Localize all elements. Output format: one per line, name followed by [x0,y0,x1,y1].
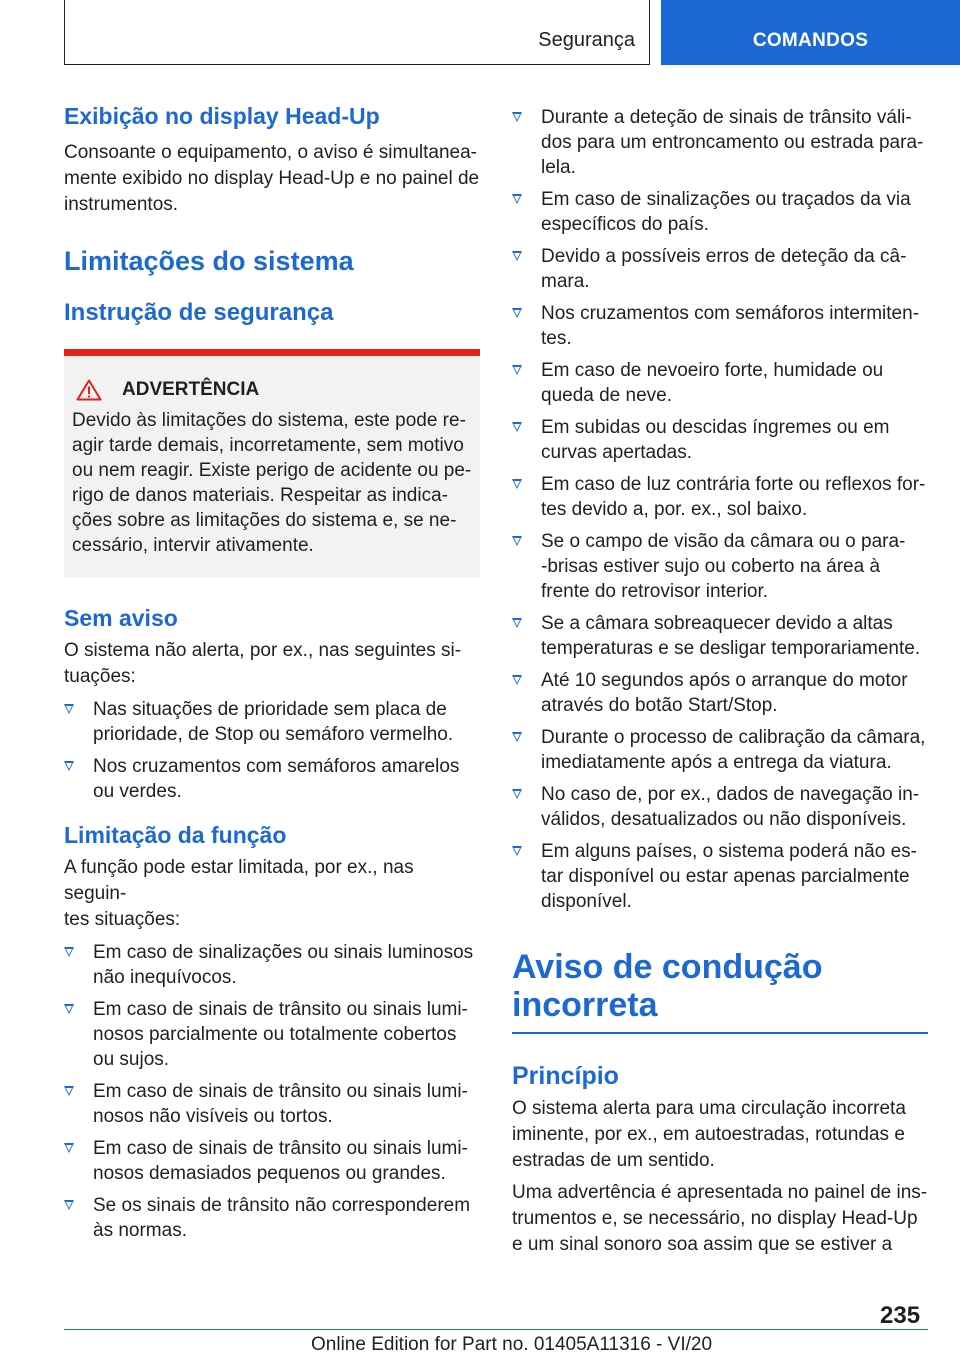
list-item-text: Em subidas ou descidas íngremes ou em curvas apertadas. [541,417,890,463]
list-item-text: Durante a deteção de sinais de trânsito váli- dos para um entroncamento ou estrada para- lela. [541,107,924,178]
triangle-bullet-icon [64,947,74,957]
triangle-bullet-icon [64,1004,74,1014]
triangle-bullet-icon [512,194,522,204]
heading-safety-instruction: Instrução de segurança [64,299,334,326]
triangle-bullet-icon [512,112,522,122]
list-item [64,940,480,990]
list-item-text: Em alguns países, o sistema poderá não es- tar disponível ou estar apenas parcialmente disponível. [541,841,917,912]
paragraph-no-alert: O sistema não alerta, por ex., nas seguintes si- tuações: [64,640,462,687]
list-item [512,725,928,775]
page-number: 235 [880,1302,921,1329]
heading-principle: Princípio [512,1062,619,1090]
triangle-bullet-icon [64,761,74,771]
triangle-bullet-icon [512,846,522,856]
list-item-text: Nos cruzamentos com semáforos amarelos ou verdes. [93,756,460,802]
list-item-text: Até 10 segundos após o arranque do motor através do botão Start/Stop. [541,670,908,716]
warning-box [64,349,480,578]
triangle-bullet-icon [64,1200,74,1210]
warning-title-row [72,378,472,402]
right-column [512,105,928,1258]
triangle-bullet-icon [512,536,522,546]
list-item-text: Em caso de sinais de trânsito ou sinais lumi- nosos demasiados pequenos ou grandes. [93,1138,468,1184]
list-item [64,754,480,804]
list-item [512,358,928,408]
triangle-bullet-icon [64,1086,74,1096]
heading-wrong-way-warning: Aviso de condução incorreta [512,948,823,1024]
list-item [512,839,928,914]
paragraph-headup-display: Consoante o equipamento, o aviso é simultanea- mente exibido no display Head-Up e no painel de instrumentos. [64,142,480,215]
list-item [512,668,928,718]
section-divider [512,1032,928,1034]
list-item [64,1079,480,1129]
header-chapter-tab[interactable] [661,0,960,65]
list-item-text: Em caso de sinalizações ou sinais luminosos não inequívocos. [93,942,474,988]
triangle-bullet-icon [512,365,522,375]
list-item [64,997,480,1072]
triangle-bullet-icon [64,704,74,714]
list-item-text: Em caso de nevoeiro forte, humidade ou queda de neve. [541,360,884,406]
footer-divider [64,1329,928,1330]
list-item-text: Em caso de sinais de trânsito ou sinais lumi- nosos parcialmente ou totalmente cobertos ou sujos. [93,999,468,1070]
list-item [512,187,928,237]
list-item-text: Em caso de sinais de trânsito ou sinais lumi- nosos não visíveis ou tortos. [93,1081,468,1127]
heading-system-limits: Limitações do sistema [64,246,354,276]
list-item-text: Em caso de sinalizações ou traçados da via específicos do país. [541,189,911,235]
list-item [512,244,928,294]
list-item-text: Se os sinais de trânsito não corresponderem às normas. [93,1195,471,1241]
paragraph-principle-2: Uma advertência é apresentada no painel de ins- trumentos e, se necessário, no display Head-Up e um sinal sonoro soa assim que se estiver a [512,1182,928,1255]
list-item-text: Nas situações de prioridade sem placa de prioridade, de Stop ou semáforo vermelho. [93,699,454,745]
list-item [512,611,928,661]
list-item-text: No caso de, por ex., dados de navegação in- válidos, desatualizados ou não disponíveis. [541,784,920,830]
header-section-box [64,0,650,65]
triangle-bullet-icon [512,479,522,489]
warning-text: Devido às limitações do sistema, este pode re- agir tarde demais, incorretamente, sem motivo ou nem reagir. Existe perigo de acidente ou pe- rigo de danos materiais. Respeitar as indica- ções sobre as limitações do sistema e, se ne- cessário, intervir ativamente. [72,410,472,556]
list-item-text: Nos cruzamentos com semáforos intermiten- tes. [541,303,920,349]
list-item-text: Durante o processo de calibração da câmara, imediatamente após a entrega da viatura. [541,727,926,773]
warning-triangle-icon [76,379,102,401]
footer-edition-text: Online Edition for Part no. 01405A11316 - VI/20 [311,1334,713,1355]
triangle-bullet-icon [512,789,522,799]
triangle-bullet-icon [512,251,522,261]
header-section-title: Segurança [538,29,635,51]
paragraph-principle-1: O sistema alerta para uma circulação incorreta iminente, por ex., em autoestradas, rotundas e estradas de um sentido. [512,1098,906,1171]
list-item [64,1136,480,1186]
heading-headup-display: Exibição no display Head-Up [64,103,380,129]
heading-function-limitation: Limitação da função [64,822,287,848]
triangle-bullet-icon [512,732,522,742]
paragraph-function-limitation: A função pode estar limitada, por ex., nas seguin- tes situações: [64,857,414,930]
triangle-bullet-icon [512,308,522,318]
list-item [64,1193,480,1243]
list-item [512,301,928,351]
list-item-text: Em caso de luz contrária forte ou reflexos for- tes devido a, por. ex., sol baixo. [541,474,926,520]
list-item-text: Devido a possíveis erros de deteção da câ- mara. [541,246,907,292]
triangle-bullet-icon [512,422,522,432]
list-item [512,105,928,180]
list-item-text: Se o campo de visão da câmara ou o para- -brisas estiver sujo ou coberto na área à frente do retrovisor interior. [541,531,906,602]
function-limitation-list [64,940,480,1243]
list-item [512,472,928,522]
left-column [64,100,480,1250]
list-item [512,415,928,465]
header-chapter-label: COMANDOS [752,30,869,51]
heading-no-alert: Sem aviso [64,605,178,631]
limitation-conditions-list [512,105,928,914]
list-item [64,697,480,747]
triangle-bullet-icon [512,675,522,685]
triangle-bullet-icon [64,1143,74,1153]
warning-title: ADVERTÊNCIA [122,379,260,400]
list-item-text: Se a câmara sobreaquecer devido a altas temperaturas e se desligar temporariamente. [541,613,921,659]
triangle-bullet-icon [512,618,522,628]
list-item [512,529,928,604]
no-alert-list [64,697,480,804]
list-item [512,782,928,832]
